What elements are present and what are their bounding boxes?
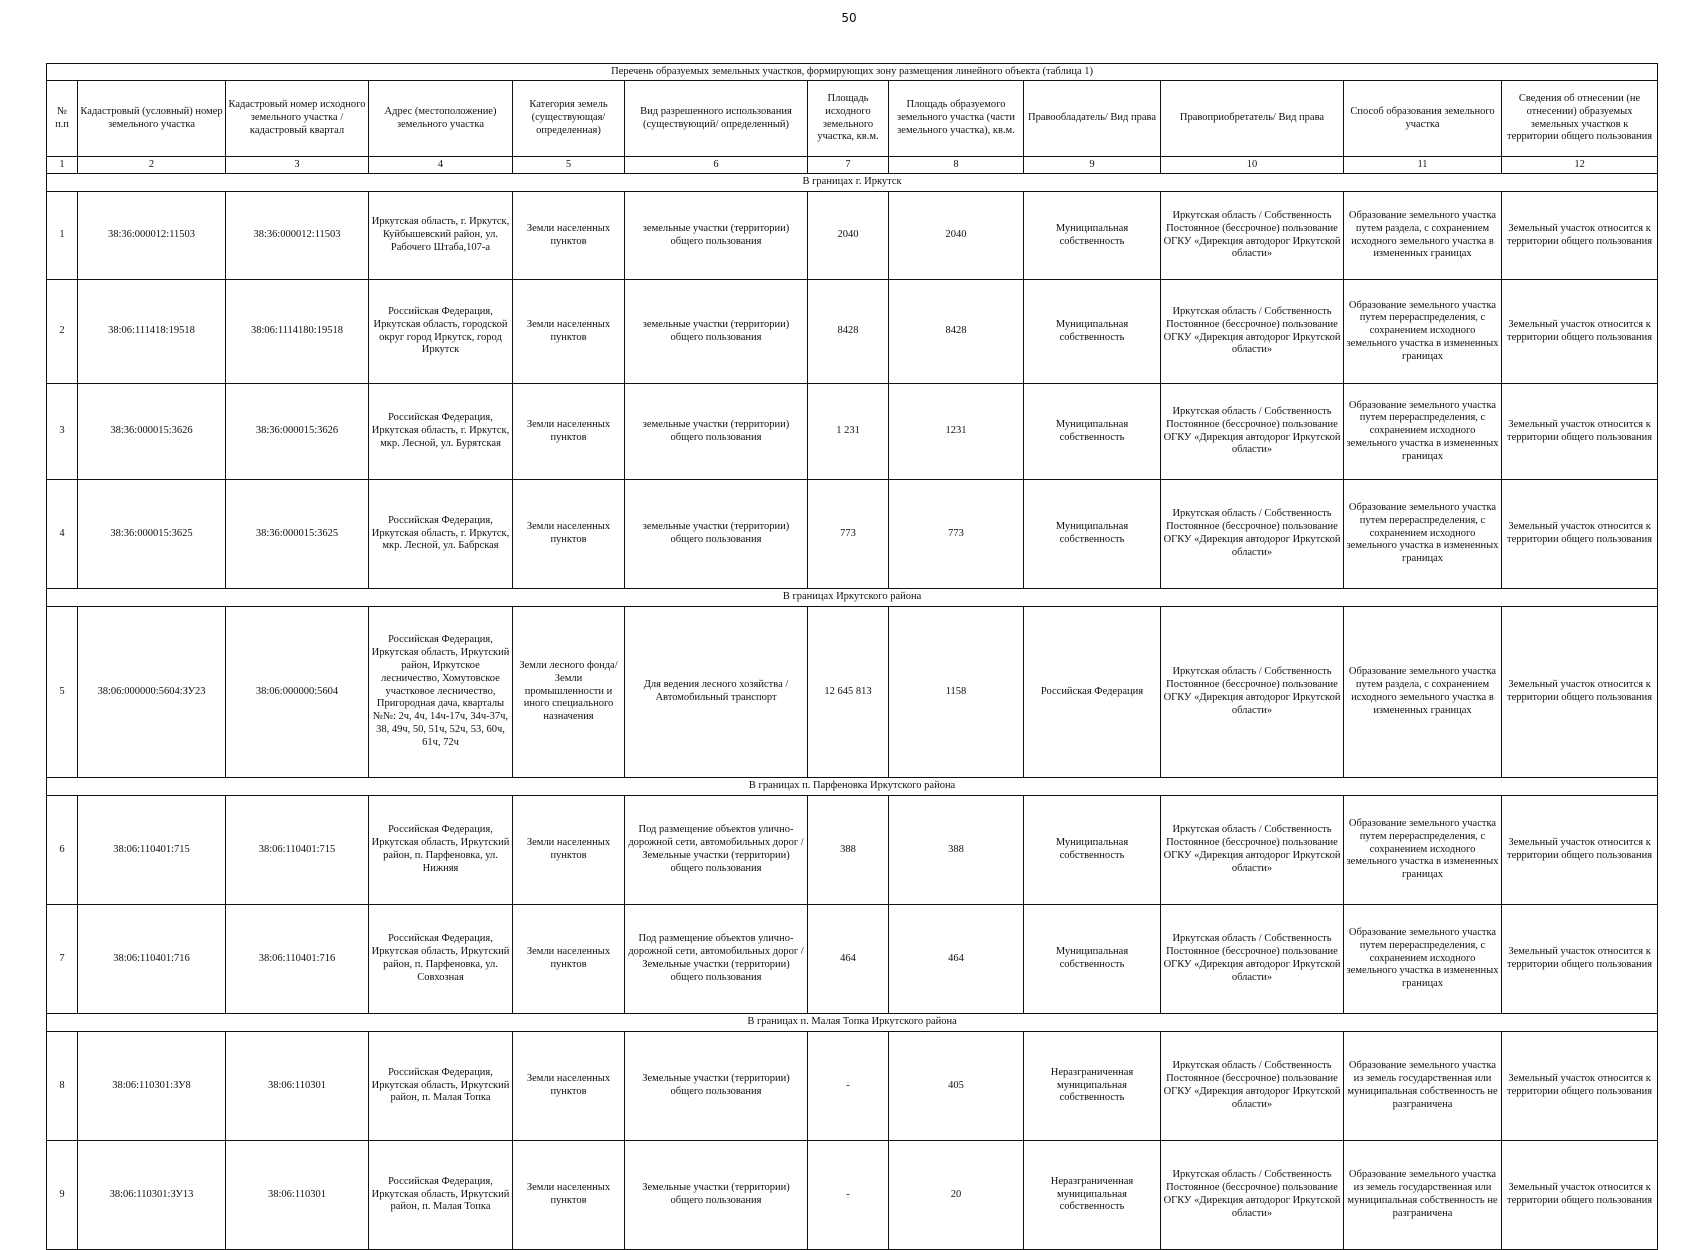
- row-number: 5: [47, 607, 78, 778]
- column-header: Правообладатель/ Вид права: [1024, 81, 1161, 157]
- column-header: Правоприобретатель/ Вид права: [1161, 81, 1344, 157]
- table-row: [47, 796, 1658, 905]
- column-header: Кадастровый (условный) номер земельного участка: [78, 81, 226, 157]
- right-acquirer: Иркутская область / Собственность Постоянное (бессрочное) пользование ОГКУ «Дирекция автодорог Иркутской области»: [1161, 1141, 1344, 1250]
- cadastral-number: 38:06:110401:716: [78, 905, 226, 1014]
- cadastral-number: 38:36:000012:11503: [78, 192, 226, 280]
- column-header: № п.п: [47, 81, 78, 157]
- address: Иркутская область, г. Иркутск, Куйбышевский район, ул. Рабочего Штаба,107-а: [369, 192, 513, 280]
- land-category: Земли лесного фонда/ Земли промышленности и иного специального назначения: [513, 607, 625, 778]
- section-row: [47, 174, 1658, 192]
- public-use-info: Земельный участок относится к территории общего пользования: [1502, 796, 1658, 905]
- public-use-info: Земельный участок относится к территории общего пользования: [1502, 384, 1658, 480]
- land-category: Земли населенных пунктов: [513, 384, 625, 480]
- permitted-use: Под размещение объектов улично-дорожной сети, автомобильных дорог / Земельные участки (территории) общего пользования: [625, 796, 808, 905]
- right-acquirer: Иркутская область / Собственность Постоянное (бессрочное) пользование ОГКУ «Дирекция автодорог Иркутской области»: [1161, 1032, 1344, 1141]
- column-header: Площадь исходного земельного участка, кв.м.: [808, 81, 889, 157]
- land-plots-table: [46, 63, 1658, 1250]
- address: Российская Федерация, Иркутская область, г. Иркутск, мкр. Лесной, ул. Бурятская: [369, 384, 513, 480]
- table-body: [47, 174, 1658, 1250]
- source-cadastral-number: 38:06:110301: [226, 1032, 369, 1141]
- new-area: 20: [889, 1141, 1024, 1250]
- row-number: 2: [47, 280, 78, 384]
- land-category: Земли населенных пунктов: [513, 480, 625, 589]
- formation-method: Образование земельного участка путем раздела, с сохранением исходного земельного участка в измененных границах: [1344, 607, 1502, 778]
- table-row: [47, 280, 1658, 384]
- cadastral-number: 38:06:000000:5604:ЗУ23: [78, 607, 226, 778]
- table-row: [47, 1032, 1658, 1141]
- new-area: 773: [889, 480, 1024, 589]
- source-cadastral-number: 38:36:000015:3626: [226, 384, 369, 480]
- permitted-use: земельные участки (территории) общего пользования: [625, 192, 808, 280]
- source-cadastral-number: 38:36:000012:11503: [226, 192, 369, 280]
- table-row: [47, 1141, 1658, 1250]
- source-cadastral-number: 38:06:110401:716: [226, 905, 369, 1014]
- land-category: Земли населенных пунктов: [513, 905, 625, 1014]
- public-use-info: Земельный участок относится к территории общего пользования: [1502, 607, 1658, 778]
- right-holder: Российская Федерация: [1024, 607, 1161, 778]
- column-number: 1: [47, 157, 78, 174]
- source-area: 773: [808, 480, 889, 589]
- source-cadastral-number: 38:36:000015:3625: [226, 480, 369, 589]
- cadastral-number: 38:06:110301:ЗУ8: [78, 1032, 226, 1141]
- new-area: 1231: [889, 384, 1024, 480]
- row-number: 9: [47, 1141, 78, 1250]
- right-acquirer: Иркутская область / Собственность Постоянное (бессрочное) пользование ОГКУ «Дирекция автодорог Иркутской области»: [1161, 607, 1344, 778]
- permitted-use: Земельные участки (территории) общего пользования: [625, 1032, 808, 1141]
- source-area: 2040: [808, 192, 889, 280]
- formation-method: Образование земельного участка из земель государственная или муниципальная собственность не разграничена: [1344, 1032, 1502, 1141]
- public-use-info: Земельный участок относится к территории общего пользования: [1502, 280, 1658, 384]
- permitted-use: земельные участки (территории) общего пользования: [625, 384, 808, 480]
- column-header: Сведения об отнесении (не отнесении) образуемых земельных участков к территории общего пользования: [1502, 81, 1658, 157]
- source-area: -: [808, 1032, 889, 1141]
- right-holder: Муниципальная собственность: [1024, 480, 1161, 589]
- column-number: 2: [78, 157, 226, 174]
- section-title: В границах п. Парфеновка Иркутского района: [47, 778, 1658, 796]
- source-cadastral-number: 38:06:000000:5604: [226, 607, 369, 778]
- source-cadastral-number: 38:06:110301: [226, 1141, 369, 1250]
- row-number: 4: [47, 480, 78, 589]
- right-holder: Неразграниченная муниципальная собственность: [1024, 1141, 1161, 1250]
- column-number: 8: [889, 157, 1024, 174]
- row-number: 1: [47, 192, 78, 280]
- row-number: 6: [47, 796, 78, 905]
- cadastral-number: 38:36:000015:3626: [78, 384, 226, 480]
- table-row: [47, 384, 1658, 480]
- formation-method: Образование земельного участка путем перераспределения, с сохранением исходного земельного участка в измененных границах: [1344, 280, 1502, 384]
- new-area: 2040: [889, 192, 1024, 280]
- table-row: [47, 480, 1658, 589]
- right-holder: Неразграниченная муниципальная собственность: [1024, 1032, 1161, 1141]
- section-row: [47, 589, 1658, 607]
- land-category: Земли населенных пунктов: [513, 1141, 625, 1250]
- formation-method: Образование земельного участка путем раздела, с сохранением исходного земельного участка в измененных границах: [1344, 192, 1502, 280]
- right-acquirer: Иркутская область / Собственность Постоянное (бессрочное) пользование ОГКУ «Дирекция автодорог Иркутской области»: [1161, 905, 1344, 1014]
- page-number: 50: [841, 11, 857, 25]
- column-number: 11: [1344, 157, 1502, 174]
- land-category: Земли населенных пунктов: [513, 1032, 625, 1141]
- permitted-use: Под размещение объектов улично-дорожной сети, автомобильных дорог / Земельные участки (территории) общего пользования: [625, 905, 808, 1014]
- column-number: 12: [1502, 157, 1658, 174]
- new-area: 1158: [889, 607, 1024, 778]
- table-title: Перечень образуемых земельных участков, формирующих зону размещения линейного объекта (таблица 1): [47, 64, 1658, 81]
- right-acquirer: Иркутская область / Собственность Постоянное (бессрочное) пользование ОГКУ «Дирекция автодорог Иркутской области»: [1161, 384, 1344, 480]
- formation-method: Образование земельного участка путем перераспределения, с сохранением исходного земельного участка в измененных границах: [1344, 480, 1502, 589]
- source-area: 1 231: [808, 384, 889, 480]
- column-header: Площадь образуемого земельного участка (части земельного участка), кв.м.: [889, 81, 1024, 157]
- column-header: Адрес (местоположение) земельного участка: [369, 81, 513, 157]
- public-use-info: Земельный участок относится к территории общего пользования: [1502, 480, 1658, 589]
- cadastral-number: 38:06:110401:715: [78, 796, 226, 905]
- column-number: 10: [1161, 157, 1344, 174]
- address: Российская Федерация, Иркутская область, Иркутский район, п. Парфеновка, ул. Совхозная: [369, 905, 513, 1014]
- public-use-info: Земельный участок относится к территории общего пользования: [1502, 192, 1658, 280]
- land-category: Земли населенных пунктов: [513, 192, 625, 280]
- formation-method: Образование земельного участка путем перераспределения, с сохранением исходного земельного участка в измененных границах: [1344, 796, 1502, 905]
- column-number: 3: [226, 157, 369, 174]
- source-cadastral-number: 38:06:1114180:19518: [226, 280, 369, 384]
- permitted-use: земельные участки (территории) общего пользования: [625, 280, 808, 384]
- right-acquirer: Иркутская область / Собственность Постоянное (бессрочное) пользование ОГКУ «Дирекция автодорог Иркутской области»: [1161, 480, 1344, 589]
- address: Российская Федерация, Иркутская область, г. Иркутск, мкр. Лесной, ул. Бабрская: [369, 480, 513, 589]
- permitted-use: земельные участки (территории) общего пользования: [625, 480, 808, 589]
- formation-method: Образование земельного участка путем перераспределения, с сохранением исходного земельного участка в измененных границах: [1344, 905, 1502, 1014]
- source-area: 464: [808, 905, 889, 1014]
- column-number-row: [47, 157, 1658, 174]
- right-holder: Муниципальная собственность: [1024, 384, 1161, 480]
- right-holder: Муниципальная собственность: [1024, 796, 1161, 905]
- column-header: Категория земель (существующая/ определенная): [513, 81, 625, 157]
- right-holder: Муниципальная собственность: [1024, 192, 1161, 280]
- right-acquirer: Иркутская область / Собственность Постоянное (бессрочное) пользование ОГКУ «Дирекция автодорог Иркутской области»: [1161, 796, 1344, 905]
- public-use-info: Земельный участок относится к территории общего пользования: [1502, 1032, 1658, 1141]
- source-area: 8428: [808, 280, 889, 384]
- right-holder: Муниципальная собственность: [1024, 905, 1161, 1014]
- column-header: Способ образования земельного участка: [1344, 81, 1502, 157]
- formation-method: Образование земельного участка из земель государственная или муниципальная собственность не разграничена: [1344, 1141, 1502, 1250]
- column-number: 7: [808, 157, 889, 174]
- new-area: 405: [889, 1032, 1024, 1141]
- right-acquirer: Иркутская область / Собственность Постоянное (бессрочное) пользование ОГКУ «Дирекция автодорог Иркутской области»: [1161, 192, 1344, 280]
- column-header: Кадастровый номер исходного земельного участка / кадастровый квартал: [226, 81, 369, 157]
- right-holder: Муниципальная собственность: [1024, 280, 1161, 384]
- land-category: Земли населенных пунктов: [513, 280, 625, 384]
- new-area: 464: [889, 905, 1024, 1014]
- new-area: 8428: [889, 280, 1024, 384]
- permitted-use: Для ведения лесного хозяйства / Автомобильный транспорт: [625, 607, 808, 778]
- permitted-use: Земельные участки (территории) общего пользования: [625, 1141, 808, 1250]
- formation-method: Образование земельного участка путем перераспределения, с сохранением исходного земельного участка в измененных границах: [1344, 384, 1502, 480]
- column-number: 5: [513, 157, 625, 174]
- column-number: 9: [1024, 157, 1161, 174]
- public-use-info: Земельный участок относится к территории общего пользования: [1502, 1141, 1658, 1250]
- column-header: Вид разрешенного использования (существующий/ определенный): [625, 81, 808, 157]
- section-row: [47, 778, 1658, 796]
- column-number: 4: [369, 157, 513, 174]
- address: Российская Федерация, Иркутская область, Иркутский район, п. Парфеновка, ул. Нижняя: [369, 796, 513, 905]
- land-category: Земли населенных пунктов: [513, 796, 625, 905]
- source-area: 12 645 813: [808, 607, 889, 778]
- source-area: -: [808, 1141, 889, 1250]
- row-number: 7: [47, 905, 78, 1014]
- address: Российская Федерация, Иркутская область, Иркутский район, п. Малая Топка: [369, 1141, 513, 1250]
- section-row: [47, 1014, 1658, 1032]
- source-cadastral-number: 38:06:110401:715: [226, 796, 369, 905]
- column-number: 6: [625, 157, 808, 174]
- table-row: [47, 607, 1658, 778]
- section-title: В границах п. Малая Топка Иркутского района: [47, 1014, 1658, 1032]
- table-header-row: [47, 81, 1658, 157]
- cadastral-number: 38:36:000015:3625: [78, 480, 226, 589]
- row-number: 3: [47, 384, 78, 480]
- cadastral-number: 38:06:111418:19518: [78, 280, 226, 384]
- row-number: 8: [47, 1032, 78, 1141]
- address: Российская Федерация, Иркутская область, городской округ город Иркутск, город Иркутск: [369, 280, 513, 384]
- section-title: В границах г. Иркутск: [47, 174, 1658, 192]
- table-row: [47, 192, 1658, 280]
- public-use-info: Земельный участок относится к территории общего пользования: [1502, 905, 1658, 1014]
- new-area: 388: [889, 796, 1024, 905]
- source-area: 388: [808, 796, 889, 905]
- address: Российская Федерация, Иркутская область, Иркутский район, п. Малая Топка: [369, 1032, 513, 1141]
- right-acquirer: Иркутская область / Собственность Постоянное (бессрочное) пользование ОГКУ «Дирекция автодорог Иркутской области»: [1161, 280, 1344, 384]
- cadastral-number: 38:06:110301:ЗУ13: [78, 1141, 226, 1250]
- table-row: [47, 905, 1658, 1014]
- address: Российская Федерация, Иркутская область, Иркутский район, Иркутское лесничество, Хомутовское участковое лесничество, Пригородная дача, кварталы №№: 2ч, 4ч, 14ч-17ч, 34ч-37ч, 38, 49ч, 50, 51ч, 52ч, 53, 60ч, 61ч, 72ч: [369, 607, 513, 778]
- section-title: В границах Иркутского района: [47, 589, 1658, 607]
